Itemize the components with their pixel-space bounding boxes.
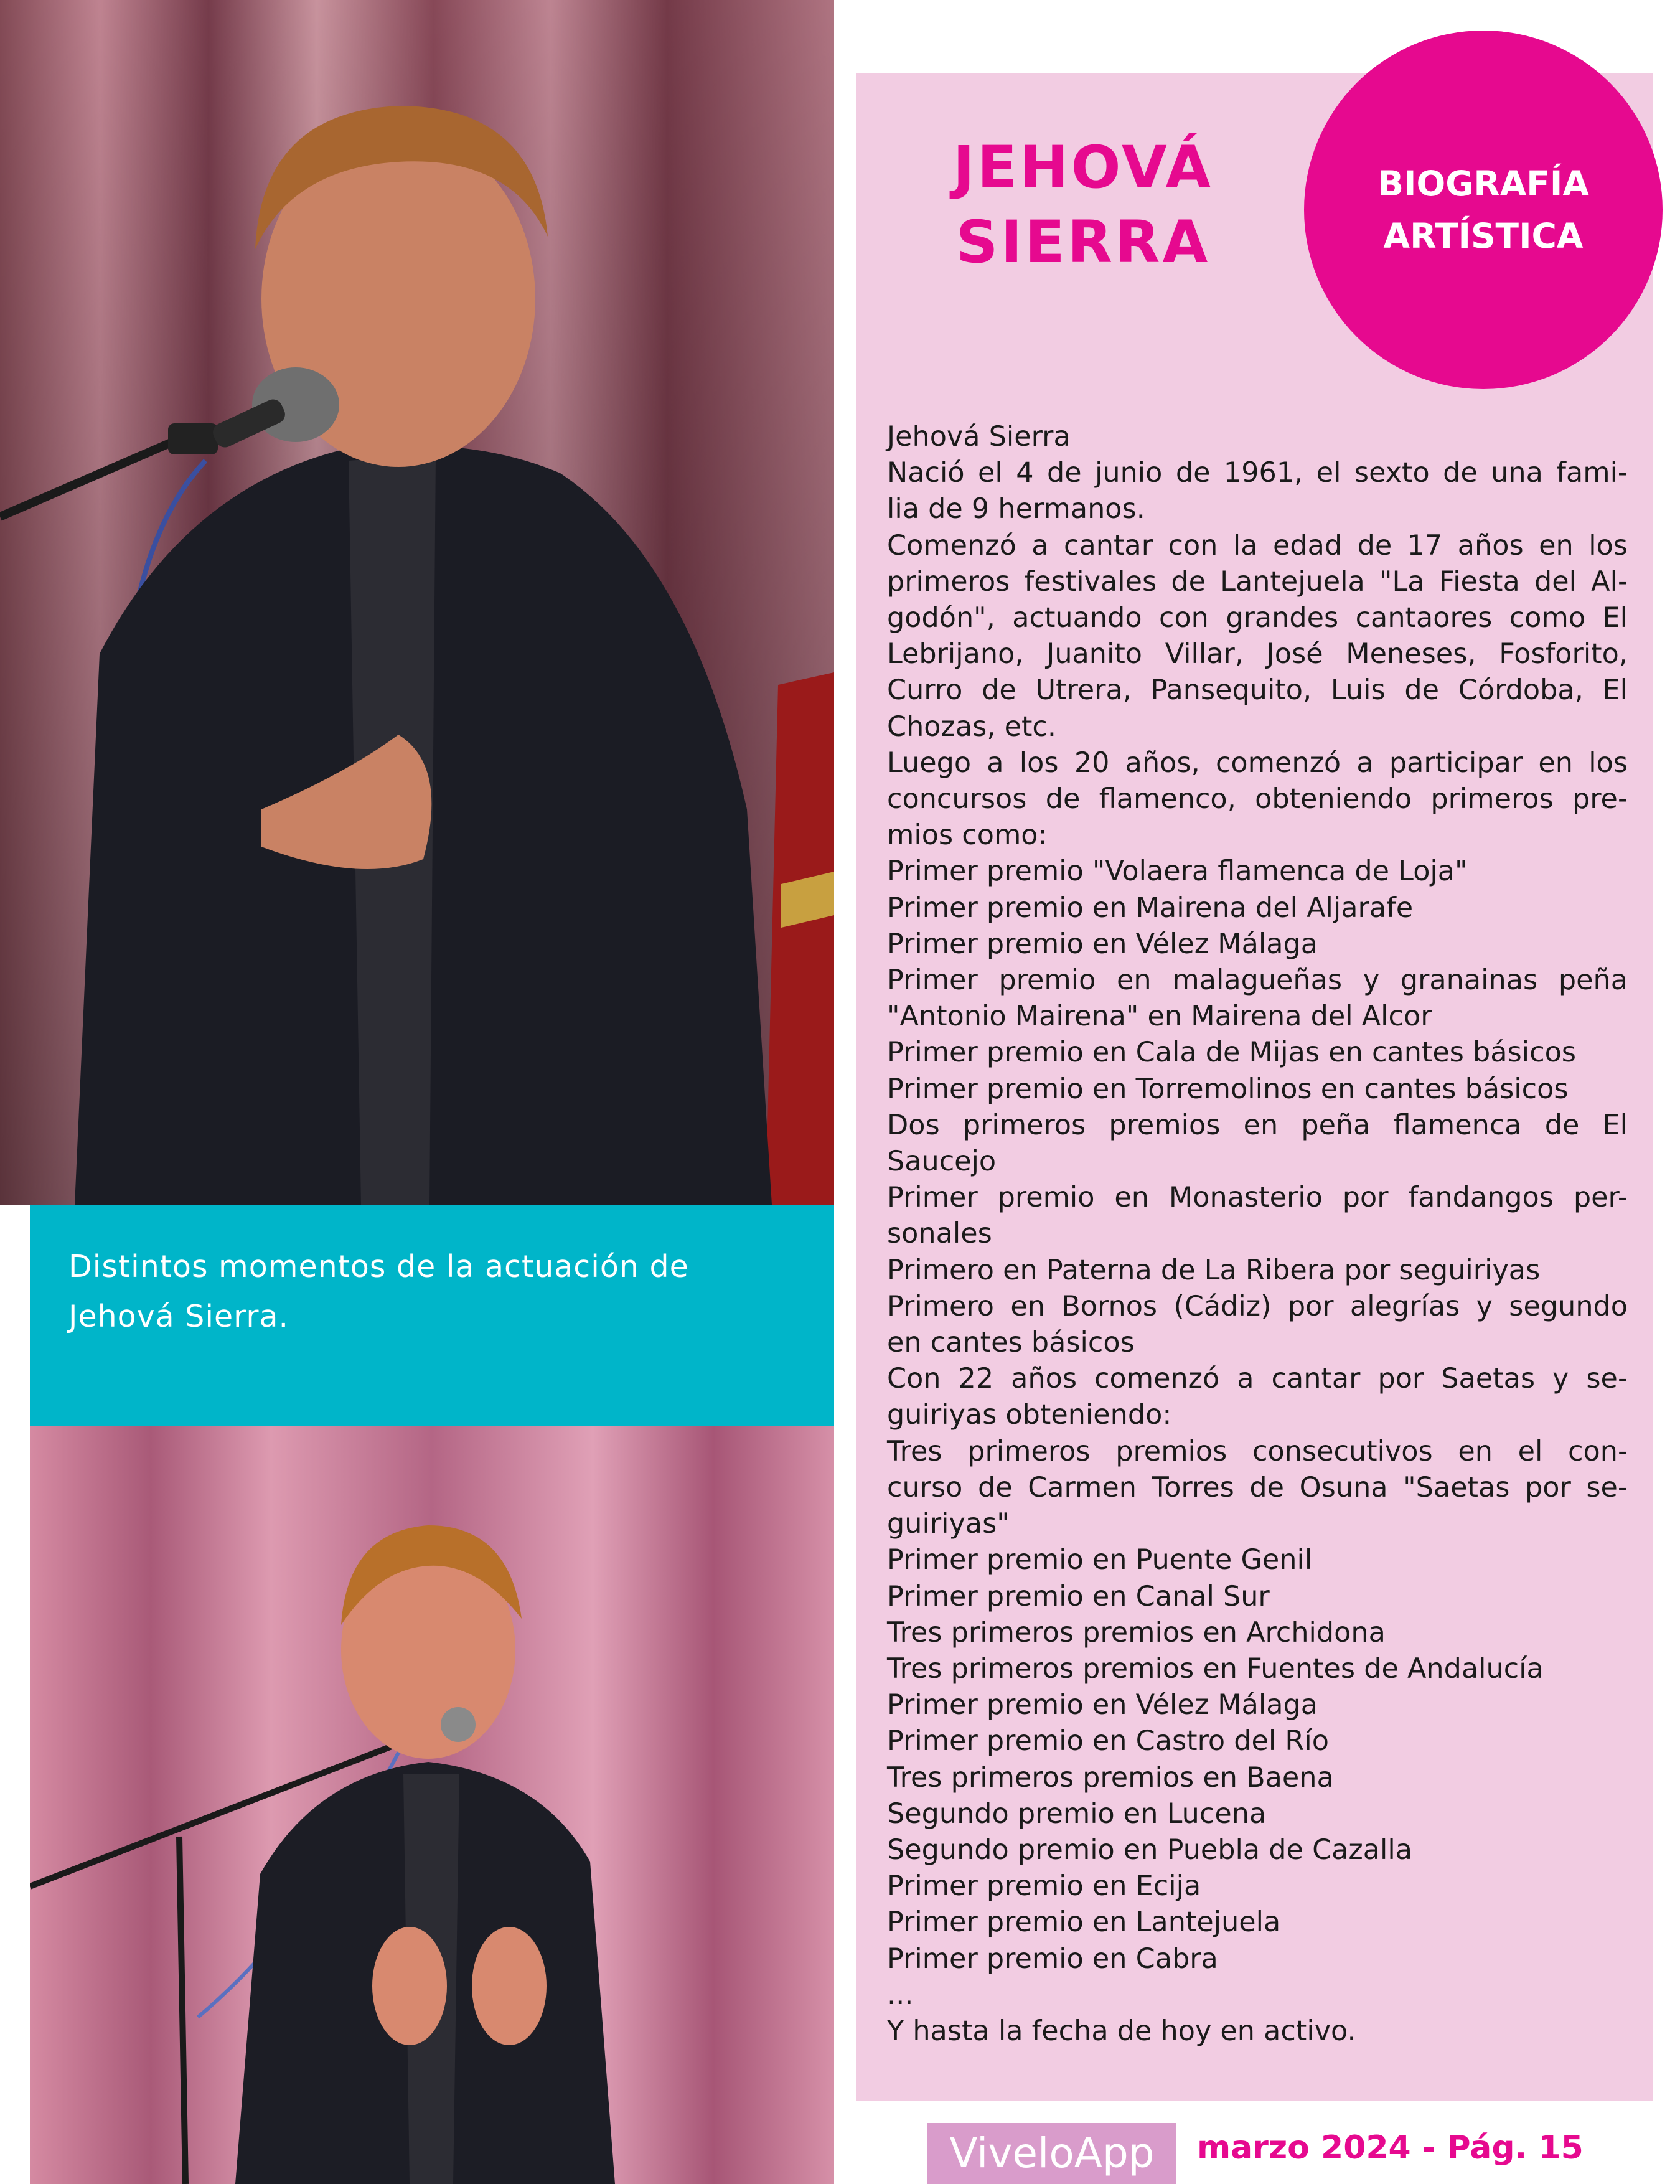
- bio-line: en cantes básicos: [887, 1327, 1135, 1359]
- badge-line-1: BIOGRAFÍA: [1377, 164, 1589, 204]
- bio-line: godón", actuando con grandes cantaores como El: [887, 602, 1628, 634]
- bio-line: ...: [887, 1979, 914, 2011]
- bio-line: Dos primeros premios en peña flamenca de El: [887, 1109, 1628, 1141]
- bio-line: Primer premio en Cabra: [887, 1942, 1218, 1975]
- bio-line: Saucejo: [887, 1146, 997, 1178]
- bio-line: Primero en Paterna de La Ribera por seguiriyas: [887, 1254, 1541, 1286]
- bio-line: lia de 9 hermanos.: [887, 493, 1145, 525]
- performance-photo-bottom: [30, 1426, 834, 2184]
- issue-and-page-number: marzo 2024 - Pág. 15: [1197, 2129, 1584, 2167]
- title-line-2: SIERRA: [955, 209, 1211, 276]
- performance-photo-top: [0, 0, 834, 1205]
- biography-text: [887, 419, 1628, 2050]
- bio-line: sonales: [887, 1218, 992, 1250]
- bio-line: Jehová Sierra: [887, 421, 1071, 453]
- bio-line: mios como:: [887, 819, 1048, 852]
- bio-line: Tres primeros premios en Archidona: [887, 1616, 1386, 1649]
- photo-caption: Distintos momentos de la actuación de Jehová Sierra.: [68, 1249, 689, 1334]
- bio-line: Lebrijano, Juanito Villar, José Meneses, Fosforito,: [887, 638, 1628, 671]
- badge-line-2: ARTÍSTICA: [1383, 216, 1584, 256]
- bio-line: Primer premio en Monasterio por fandangos per-: [887, 1182, 1628, 1214]
- bio-line: Tres primeros premios consecutivos en el con-: [887, 1435, 1628, 1467]
- bio-line: Primer premio en Canal Sur: [887, 1580, 1270, 1612]
- bio-line: Con 22 años comenzó a cantar por Saetas y se-: [887, 1363, 1628, 1395]
- singer-photo-illustration: [0, 0, 834, 1205]
- section-badge: [1304, 31, 1663, 389]
- title-line-1: JEHOVÁ: [952, 134, 1214, 202]
- bio-line: Primer premio en Lantejuela: [887, 1906, 1281, 1939]
- bio-line: guiriyas obteniendo:: [887, 1399, 1172, 1431]
- bio-line: Primer premio "Volaera flamenca de Loja": [887, 855, 1468, 888]
- bio-line: Comenzó a cantar con la edad de 17 años en los: [887, 529, 1628, 562]
- bio-line: Segundo premio en Lucena: [887, 1797, 1267, 1830]
- artist-name-title: [927, 131, 1239, 280]
- bio-line: Primer premio en Torremolinos en cantes básicos: [887, 1073, 1569, 1105]
- bio-line: curso de Carmen Torres de Osuna "Saetas por se-: [887, 1471, 1628, 1504]
- bio-line: Primer premio en Vélez Málaga: [887, 1689, 1318, 1721]
- bio-line: Primer premio en Puente Genil: [887, 1544, 1313, 1576]
- bio-line: guiriyas": [887, 1508, 1010, 1540]
- bio-line: Primer premio en Ecija: [887, 1870, 1201, 1903]
- bio-line: Primer premio en Cala de Mijas en cantes básicos: [887, 1037, 1577, 1069]
- photo-caption-box: [30, 1205, 834, 1426]
- bio-line: "Antonio Mairena" en Mairena del Alcor: [887, 1000, 1432, 1033]
- bio-line: Primer premio en Mairena del Aljarafe: [887, 892, 1414, 924]
- bio-line: Nació el 4 de junio de 1961, el sexto de una fami-: [887, 457, 1628, 489]
- bio-line: concursos de flamenco, obteniendo primeros pre-: [887, 783, 1628, 816]
- bio-line: Chozas, etc.: [887, 710, 1057, 743]
- bio-line: Segundo premio en Puebla de Cazalla: [887, 1833, 1413, 1866]
- bio-line: Y hasta la fecha de hoy en activo.: [887, 2015, 1356, 2047]
- vivelo-app-logo: ViveloApp: [927, 2123, 1176, 2184]
- bio-line: Primer premio en Castro del Río: [887, 1725, 1329, 1758]
- bio-line: Primer premio en malagueñas y granainas peña: [887, 964, 1628, 997]
- bio-line: primeros festivales de Lantejuela "La Fiesta del Al-: [887, 565, 1628, 598]
- bio-line: Tres primeros premios en Baena: [887, 1761, 1334, 1794]
- bio-line: Curro de Utrera, Pansequito, Luis de Córdoba, El: [887, 674, 1628, 707]
- bio-line: Tres primeros premios en Fuentes de Andalucía: [887, 1652, 1544, 1685]
- bio-line: Primer premio en Vélez Málaga: [887, 928, 1318, 960]
- bio-line: Luego a los 20 años, comenzó a participar en los: [887, 746, 1628, 779]
- singer-photo-illustration: [30, 1426, 834, 2184]
- bio-line: Primero en Bornos (Cádiz) por alegrías y segundo: [887, 1290, 1628, 1322]
